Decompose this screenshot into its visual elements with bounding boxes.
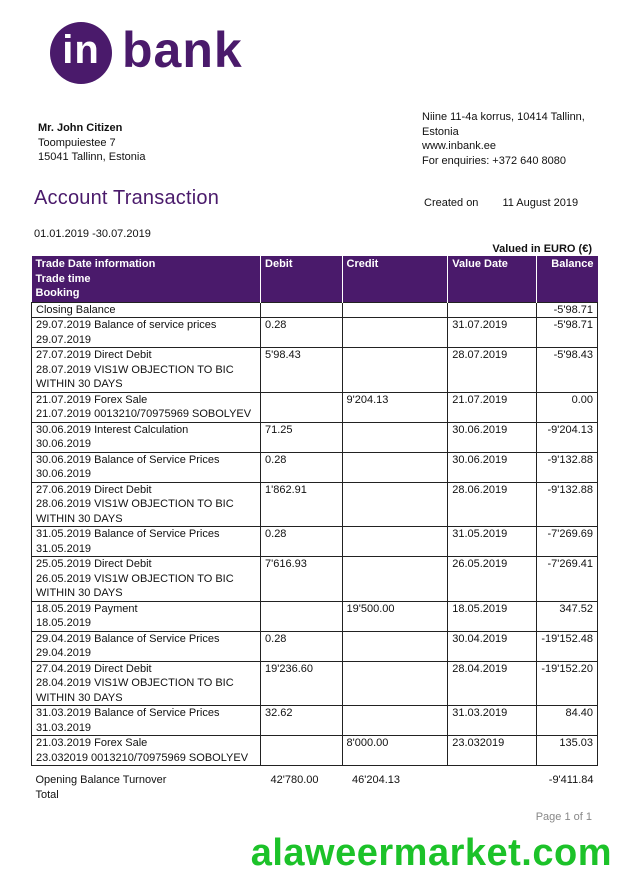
cell-balance: -9'204.13 [537,422,598,452]
cell-info-line: 18.05.2019 [36,617,92,629]
cell-info-line: 31.05.2019 Balance of Service Prices [36,528,220,540]
cell-value-date: 26.05.2019 [448,557,537,602]
bank-address-line1: Niine 11-4a korrus, 10414 Tallinn, [422,111,585,123]
table-row [32,302,598,318]
cell-info-line: 23.032019 0013210/70975969 SOBOLYEV [36,751,249,764]
cell-debit [261,601,343,631]
table-row [32,736,598,766]
cell-balance: -19'152.20 [537,661,598,706]
cell-info [32,706,261,736]
cell-balance: 347.52 [537,601,598,631]
cell-info [32,392,261,422]
cell-balance: -19'152.48 [537,631,598,661]
cell-value-date: 18.05.2019 [448,601,537,631]
table-row [32,318,598,348]
page-title: Account Transaction [34,187,220,209]
totals-label [32,770,261,802]
cell-debit: 0.28 [261,452,343,482]
totals-row [32,770,598,802]
table-row [32,601,598,631]
table-row [32,527,598,557]
cell-balance: -5'98.43 [537,348,598,393]
bank-enquiries: For enquiries: +372 640 8080 [422,154,567,167]
cell-info-line: 18.05.2019 Payment [36,602,138,615]
table-row [32,706,598,736]
cell-info-line: 28.04.2019 VIS1W OBJECTION TO BIC [36,677,234,689]
totals-balance: -9'411.84 [548,774,594,786]
cell-info [32,422,261,452]
cell-credit: 8'000.00 [342,736,448,766]
transaction-table [31,256,598,802]
totals-debit: 42'780.00 [270,774,319,786]
cell-debit: 19'236.60 [261,661,343,706]
cell-info-line: 27.06.2019 Direct Debit [36,483,152,496]
cell-info-line: 21.03.2019 Forex Sale [36,737,148,749]
cell-info-line: 25.05.2019 Direct Debit [36,558,152,570]
cell-info-line: 27.07.2019 Direct Debit [36,349,152,361]
header-debit: Debit [261,256,343,302]
cell-balance: 84.40 [537,706,598,736]
totals-label-line: Total [35,788,59,801]
cell-info-line: 29.04.2019 [36,647,92,659]
header-info-line: Trade Date information [35,258,156,270]
cell-info-line: WITHIN 30 DAYS [36,691,123,704]
cell-info-line: 31.03.2019 [36,721,92,734]
created-label: Created on [424,197,479,209]
cell-value-date: 31.03.2019 [448,706,537,736]
cell-info-line: 28.06.2019 VIS1W OBJECTION TO BIC [36,498,234,510]
cell-info [32,482,261,527]
cell-info-line: 30.06.2019 [36,468,92,480]
cell-info [32,318,261,348]
table-row [32,348,598,393]
created-date: 11 August 2019 [502,197,579,209]
cell-debit [261,302,343,318]
cell-credit: 9'204.13 [342,392,448,422]
table-header-row [32,256,598,302]
bank-address-line2: Estonia [422,125,459,138]
cell-value-date: 28.06.2019 [448,482,537,527]
totals-credit: 46'204.13 [352,774,401,786]
watermark: alaweermarket.com [250,832,612,874]
bank-address [422,110,585,168]
cell-credit [342,318,448,348]
logo-in-text: in [62,28,100,72]
header-balance: Balance [537,256,598,302]
cell-credit [342,348,448,393]
table-row [32,422,598,452]
cell-info-line: 31.05.2019 [36,542,92,555]
cell-info-line: 29.04.2019 Balance of Service Prices [36,632,220,645]
cell-balance: -9'132.88 [537,482,598,527]
cell-value-date: 28.07.2019 [448,348,537,393]
cell-value-date: 31.07.2019 [448,318,537,348]
cell-value-date: 31.05.2019 [448,527,537,557]
table-row [32,392,598,422]
cell-debit: 32.62 [261,706,343,736]
customer-city: 15041 Tallinn, Estonia [38,151,146,163]
header-credit: Credit [342,256,448,302]
header-info-line: Trade time [35,272,91,285]
bank-website: www.inbank.ee [422,140,496,152]
cell-info-line: Closing Balance [36,303,116,316]
cell-info-line: 30.06.2019 Balance of Service Prices [36,453,220,466]
cell-value-date [448,302,537,318]
header-info-line: Booking [35,287,80,299]
table-row [32,452,598,482]
cell-balance: -5'98.71 [537,318,598,348]
cell-info-line: WITHIN 30 DAYS [36,512,123,525]
cell-debit: 0.28 [261,631,343,661]
cell-info [32,302,261,318]
cell-debit: 0.28 [261,527,343,557]
totals-label-line: Opening Balance Turnover [35,774,167,786]
cell-value-date: 30.06.2019 [448,452,537,482]
cell-info-line: WITHIN 30 DAYS [36,378,123,390]
table-row [32,482,598,527]
cell-debit: 71.25 [261,422,343,452]
cell-info-line: 29.07.2019 Balance of service prices [36,319,217,331]
cell-info [32,601,261,631]
cell-info-line: 30.06.2019 [36,438,92,450]
table-row [32,557,598,602]
cell-value-date: 28.04.2019 [448,661,537,706]
cell-debit: 7'616.93 [261,557,343,602]
cell-info-line: WITHIN 30 DAYS [36,587,123,599]
cell-info-line: 30.06.2019 Interest Calculation [36,423,189,436]
cell-credit [342,527,448,557]
cell-credit [342,422,448,452]
cell-value-date: 23.032019 [448,736,537,766]
page-number: Page 1 of 1 [535,811,592,823]
cell-info [32,631,261,661]
table-row [32,631,598,661]
cell-info-line: 29.07.2019 [36,333,92,346]
cell-balance: -7'269.69 [537,527,598,557]
header-value-date: Value Date [448,256,537,302]
cell-credit [342,302,448,318]
cell-info-line: 31.03.2019 Balance of Service Prices [36,707,220,719]
customer-address [38,121,145,165]
cell-info [32,736,261,766]
cell-balance: 135.03 [537,736,598,766]
cell-balance: -7'269.41 [537,557,598,602]
cell-value-date: 30.06.2019 [448,422,537,452]
cell-balance: 0.00 [537,392,598,422]
cell-info-line: 28.07.2019 VIS1W OBJECTION TO BIC [36,363,234,376]
created-on [424,197,578,209]
cell-debit: 1'862.91 [261,482,343,527]
customer-name: Mr. John Citizen [38,122,123,134]
cell-credit [342,482,448,527]
logo-bank-text: bank [122,22,243,78]
cell-info-line: 21.07.2019 Forex Sale [36,393,148,406]
cell-credit [342,706,448,736]
cell-value-date: 30.04.2019 [448,631,537,661]
cell-credit: 19'500.00 [342,601,448,631]
cell-info [32,661,261,706]
cell-balance: -9'132.88 [537,452,598,482]
cell-debit: 5'98.43 [261,348,343,393]
statement-period: 01.01.2019 -30.07.2019 [34,228,151,240]
cell-credit [342,452,448,482]
customer-street: Toompuiestee 7 [38,136,116,149]
cell-info [32,452,261,482]
cell-value-date: 21.07.2019 [448,392,537,422]
cell-info [32,557,261,602]
cell-info [32,348,261,393]
cell-info [32,527,261,557]
cell-credit [342,557,448,602]
cell-balance: -5'98.71 [537,302,598,318]
cell-debit [261,392,343,422]
cell-debit [261,736,343,766]
cell-info-line: 21.07.2019 0013210/70975969 SOBOLYEV [36,408,252,420]
table-row [32,661,598,706]
cell-info-line: 26.05.2019 VIS1W OBJECTION TO BIC [36,572,234,585]
cell-info-line: 27.04.2019 Direct Debit [36,662,152,675]
totals-value-date [448,770,537,802]
cell-credit [342,661,448,706]
currency-note: Valued in EURO (€) [492,243,592,255]
cell-debit: 0.28 [261,318,343,348]
cell-credit [342,631,448,661]
header-info [32,256,261,302]
